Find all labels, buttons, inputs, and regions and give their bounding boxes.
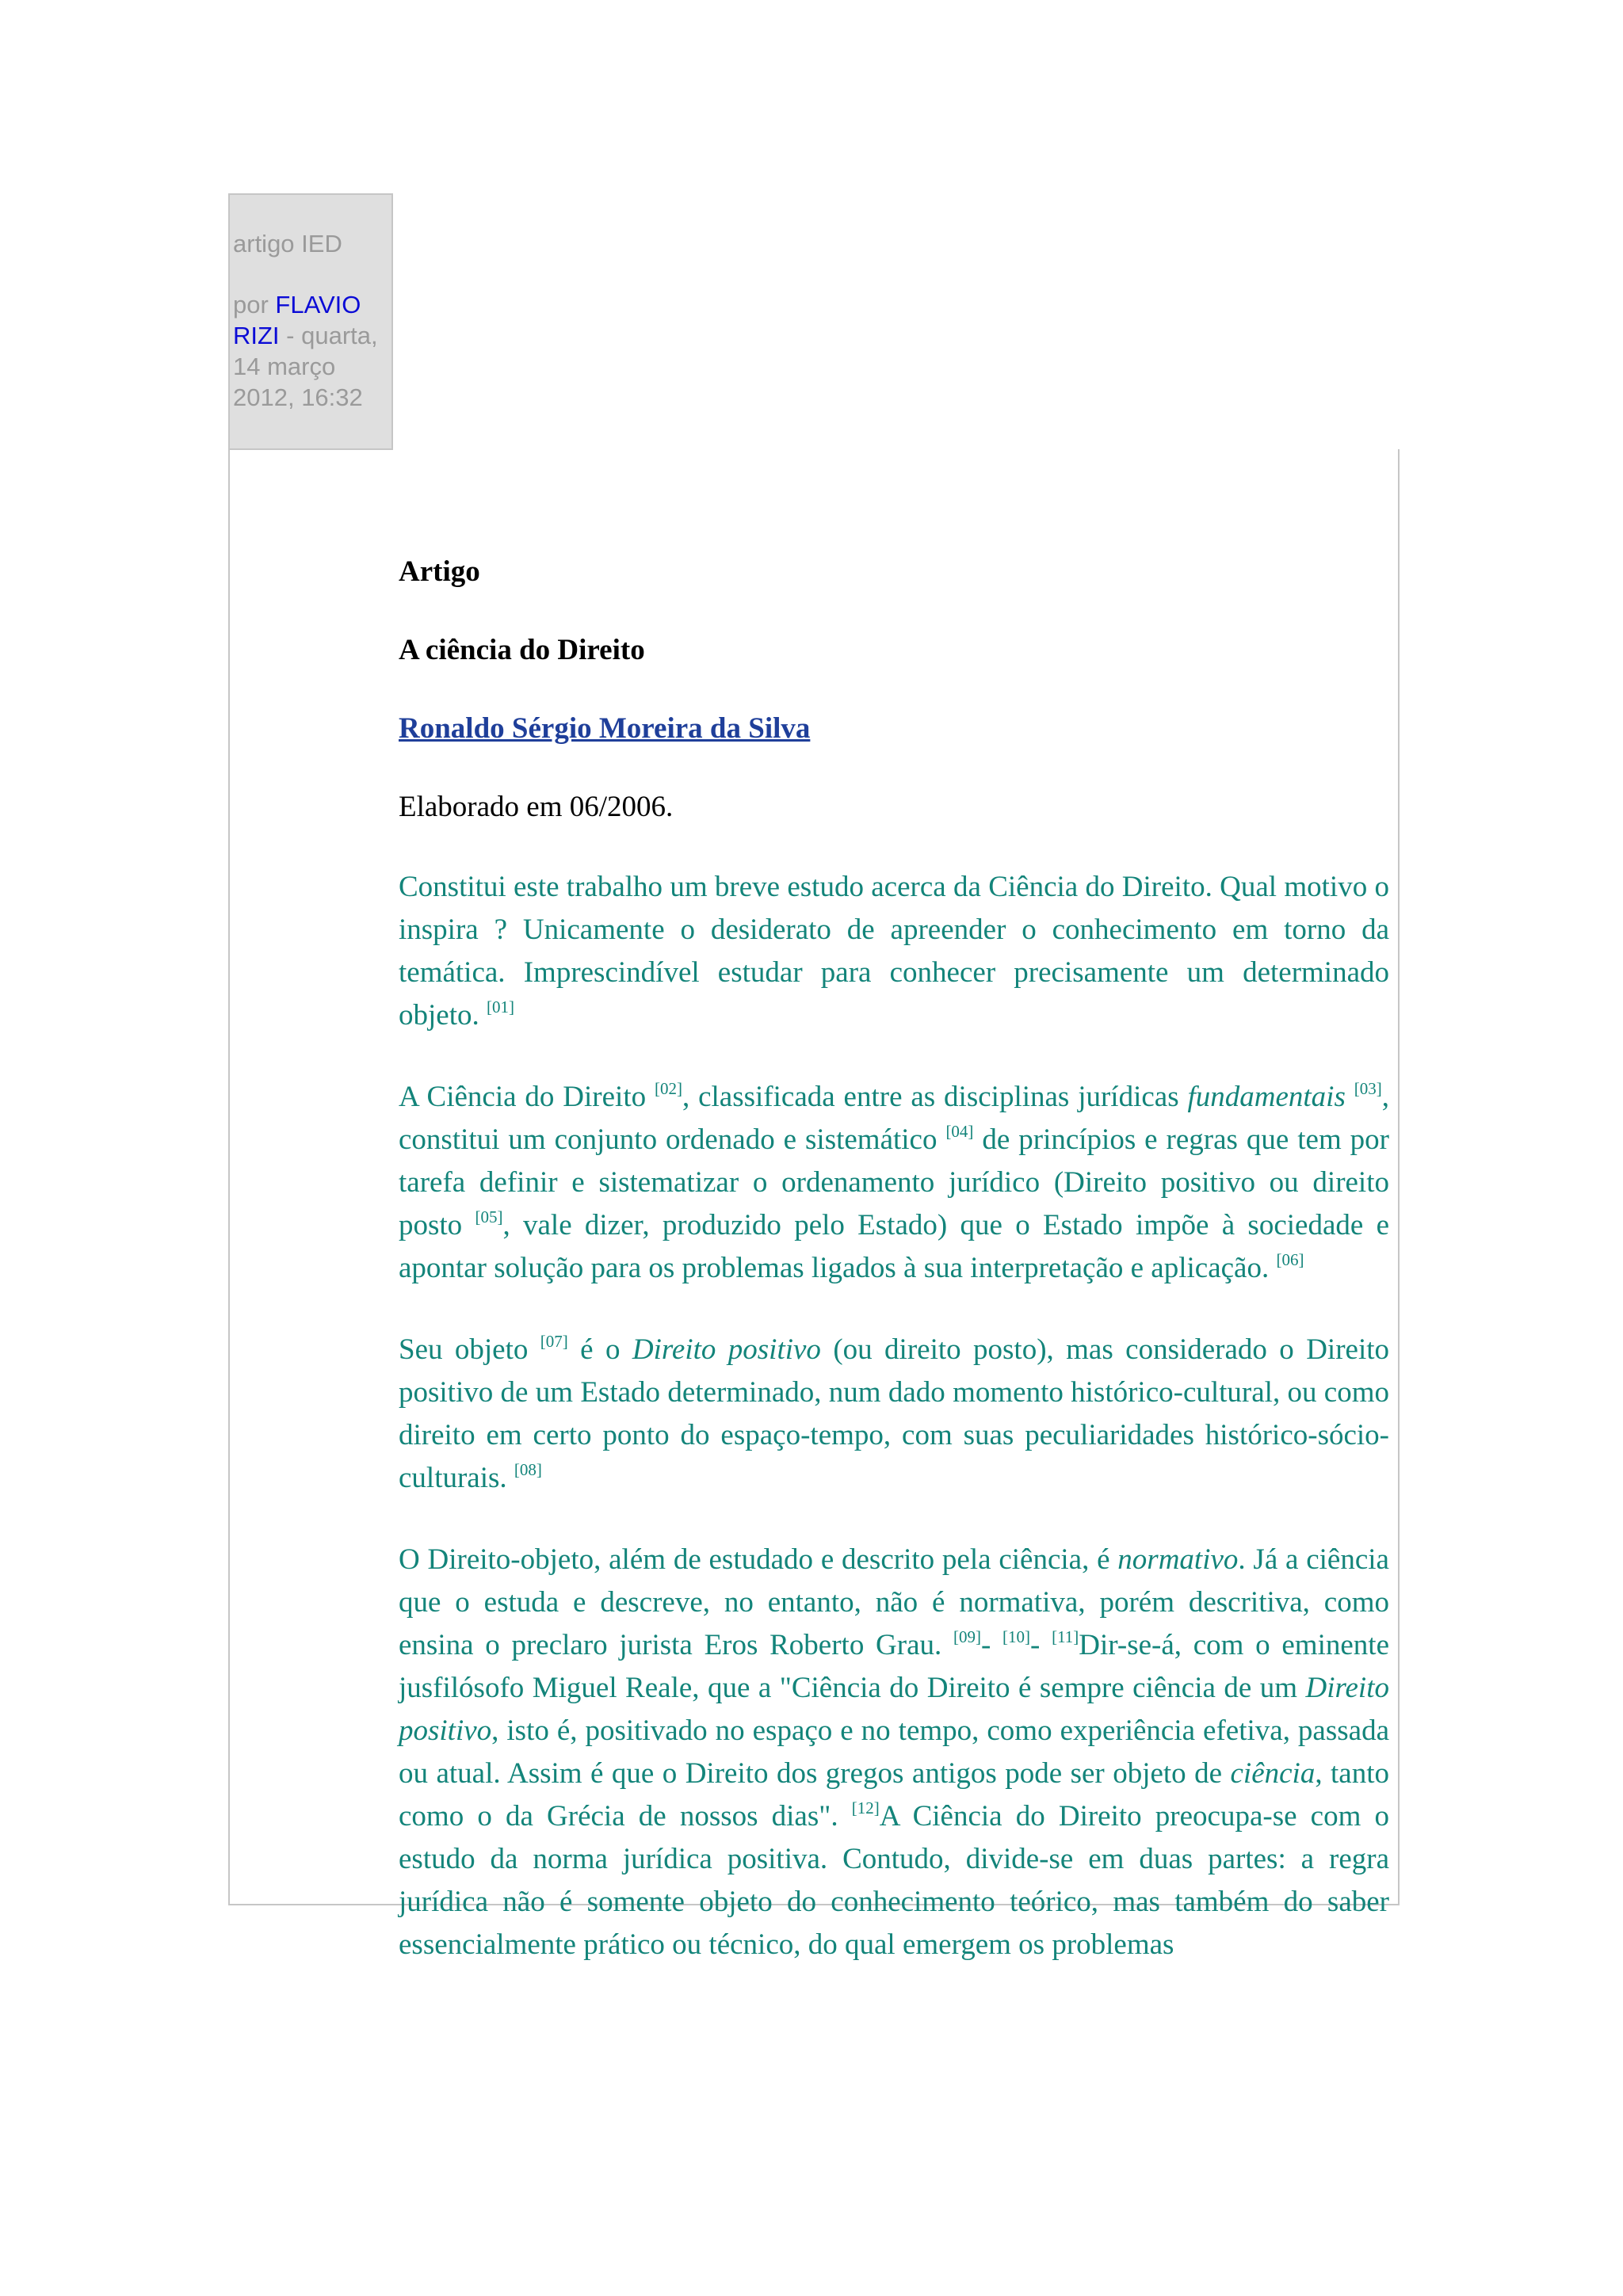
article-heading: Artigo (399, 555, 480, 588)
footnote-ref-06[interactable]: [06] (1276, 1250, 1304, 1269)
footnote-ref-02[interactable]: [02] (654, 1079, 682, 1098)
article-content (399, 551, 1389, 2005)
paragraph-3 (399, 1329, 1389, 1500)
paragraph-2 (399, 1076, 1389, 1290)
footnote-ref-08[interactable]: [08] (514, 1460, 542, 1479)
article-author-link[interactable]: Ronaldo Sérgio Moreira da Silva (399, 712, 811, 745)
p4-text-4: - (1030, 1629, 1052, 1661)
p4-text-1: O Direito-objeto, além de estudado e descrito pela ciência, é (399, 1543, 1118, 1576)
post-byline (233, 291, 378, 411)
post-title: artigo IED (233, 230, 342, 257)
author-link[interactable]: FLAVIO RIZI (233, 291, 361, 349)
p4-text-7: , tanto como o da Grécia de nossos dias". (399, 1757, 1390, 1833)
footnote-ref-07[interactable]: [07] (540, 1332, 568, 1351)
p4-italic-3: ciência (1230, 1757, 1316, 1790)
article-subtitle: A ciência do Direito (399, 634, 645, 666)
p2-text-3 (1346, 1081, 1354, 1113)
footnote-ref-01[interactable]: [01] (486, 997, 514, 1016)
footnote-ref-04[interactable]: [04] (945, 1122, 974, 1141)
p3-italic-1: Direito positivo (632, 1333, 821, 1366)
p1-text-1: Constitui este trabalho um breve estudo acerca da Ciência do Direito. Qual motivo o inspira ? Unicamente o desiderato de apreender o conhecimento em torno da temática. Imprescindível estudar para conhecer precisamente um determinado objeto. (399, 871, 1389, 1032)
footnote-ref-10[interactable]: [10] (1002, 1627, 1031, 1646)
p2-text-4: , constitui um conjunto ordenado e sistemático (399, 1081, 1389, 1156)
p2-text-1: A Ciência do Direito (399, 1081, 655, 1113)
footnote-ref-09[interactable]: [09] (953, 1627, 981, 1646)
paragraph-1 (399, 866, 1389, 1037)
p4-italic-2: Direito positivo (399, 1672, 1389, 1747)
footnote-ref-03[interactable]: [03] (1354, 1079, 1382, 1098)
p4-text-3: - (980, 1629, 1003, 1661)
post-meta-box (228, 193, 393, 450)
p2-text-5: de princípios e regras que tem por tarefa definir e sistematizar o ordenamento jurídico (Direito positivo ou direito posto (399, 1123, 1389, 1241)
p3-text-1: Seu objeto (399, 1333, 540, 1366)
p4-text-8: A Ciência do Direito preocupa-se com o estudo da norma jurídica positiva. Contudo, divide-se em duas partes: a regra jurídica não é somente objeto do conhecimento teórico, mas também do saber essencialmente prático ou técnico, do qual emergem os problemas (399, 1800, 1389, 1961)
p2-text-2: , classificada entre as disciplinas jurídicas (682, 1081, 1188, 1113)
post-date: - quarta, 14 março 2012, 16:32 (233, 322, 378, 411)
p2-italic-1: fundamentais (1187, 1081, 1346, 1113)
footnote-ref-11[interactable]: [11] (1052, 1627, 1079, 1646)
p4-italic-1: normativo (1117, 1543, 1239, 1576)
footnote-ref-12[interactable]: [12] (851, 1798, 880, 1817)
footnote-ref-05[interactable]: [05] (475, 1207, 503, 1226)
by-prefix: por (233, 291, 276, 318)
p3-text-3: (ou direito posto), mas considerado o Direito positivo de um Estado determinado, num dado momento histórico-cultural, ou como direito em certo ponto do espaço-tempo, com suas peculiaridades histórico-sócio-culturais. (399, 1333, 1389, 1494)
article-author (399, 707, 1389, 750)
p4-text-2: . Já a ciência que o estuda e descreve, no entanto, não é normativa, porém descritiva, como ensina o preclaro jurista Eros Roberto Grau. (399, 1543, 1389, 1661)
p4-text-5: Dir-se-á, com o eminente jusfilósofo Miguel Reale, que a "Ciência do Direito é sempre ciência de um (399, 1629, 1389, 1704)
p4-text-6: , isto é, positivado no espaço e no tempo, como experiência efetiva, passada ou atual. Assim é que o Direito dos gregos antigos pode ser objeto de (399, 1714, 1389, 1790)
p3-text-2: é o (567, 1333, 632, 1366)
p2-text-6: , vale dizer, produzido pelo Estado) que o Estado impõe à sociedade e apontar solução para os problemas ligados à sua interpretação e aplicação. (399, 1209, 1389, 1284)
paragraph-4 (399, 1539, 1389, 1966)
elaboration-date: Elaborado em 06/2006. (399, 791, 674, 823)
